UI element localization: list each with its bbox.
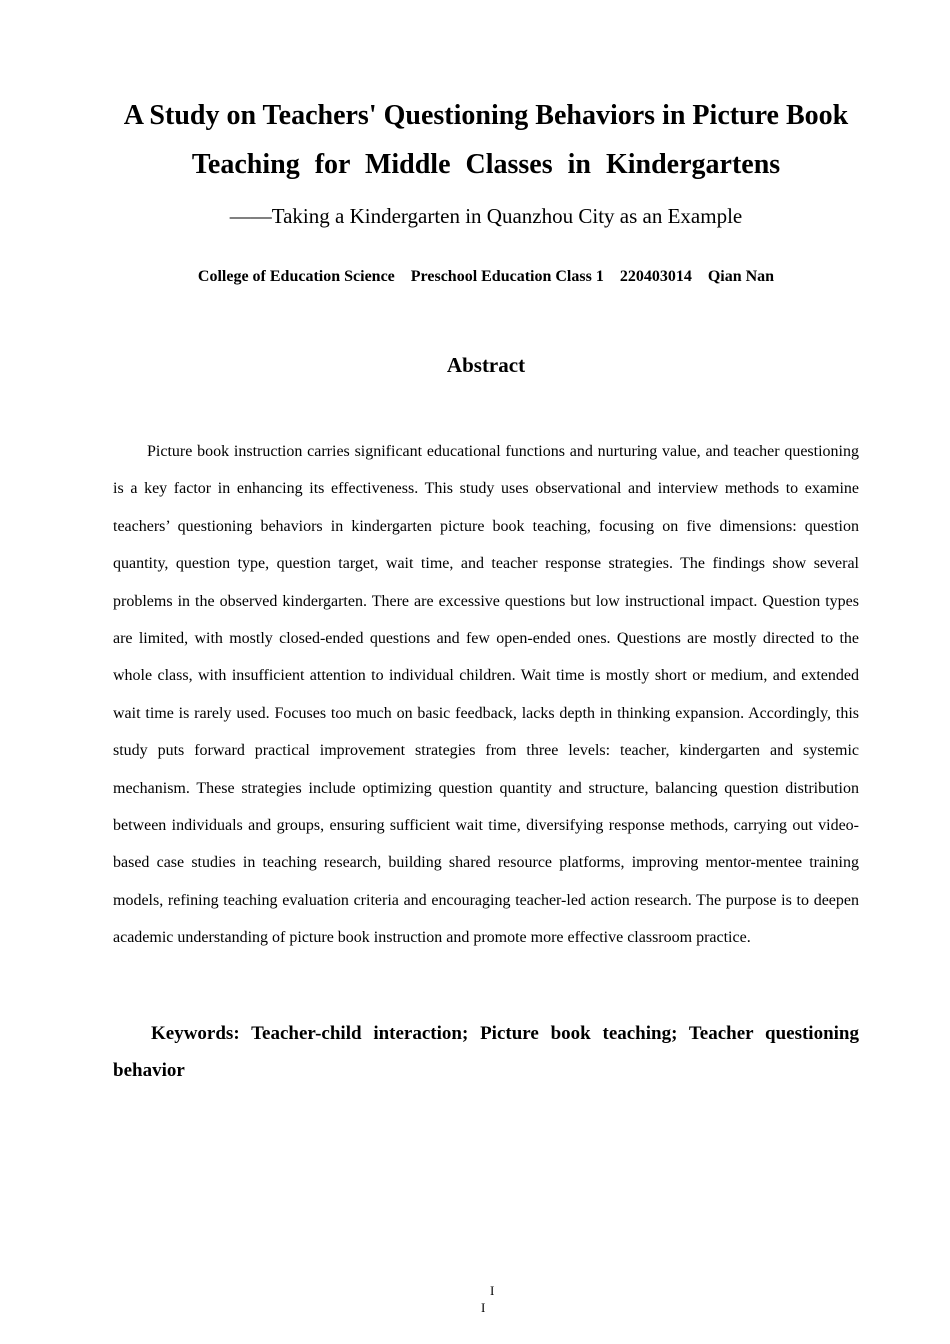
author-info: College of Education Science Preschool Education Class 1 220403014 Qian Nan (197, 268, 775, 285)
page-number-upper: I (490, 1283, 495, 1298)
paper-title-line-1: A Study on Teachers' Questioning Behaviors in Picture Book (123, 100, 849, 131)
abstract-heading: Abstract (446, 353, 526, 377)
paper-title-line-2: Teaching for Middle Classes in Kindergartens (191, 149, 781, 180)
keywords: Keywords: Teacher-child interaction; Picture book teaching; Teacher questioning behavior (113, 1023, 859, 1081)
page-number-lower: I (481, 1300, 486, 1315)
abstract-body: Picture book instruction carries significant educational functions and nurturing value, and teacher questioning is a key factor in enhancing its effectiveness. This study uses observational and interview methods to examine teachers’ questioning behaviors in kindergarten picture book teaching, focusing on five dimensions: question quantity, question type, question target, wait time, and teacher response strategies. The findings show several problems in the observed kindergarten. There are excessive questions but low instructional impact. Question types are limited, with mostly closed-ended questions and few open-ended ones. Questions are mostly directed to the whole class, with insufficient attention to individual children. Wait time is mostly short or medium, and extended wait time is rarely used. Focuses too much on basic feedback, lacks depth in thinking expansion. Accordingly, this study puts forward practical improvement strategies from three levels: teacher, kindergarten and systemic mechanism. These strategies include optimizing question quantity and structure, balancing question distribution between individuals and groups, ensuring sufficient wait time, diversifying response methods, carrying out video-based case studies in teaching research, building shared resource platforms, improving mentor-mentee training models, refining teaching evaluation criteria and encouraging teacher-led action research. The purpose is to deepen academic understanding of picture book instruction and promote more effective classroom practice. (113, 443, 859, 947)
paper-subtitle: ——Taking a Kindergarten in Quanzhou City as an Example (229, 204, 743, 228)
